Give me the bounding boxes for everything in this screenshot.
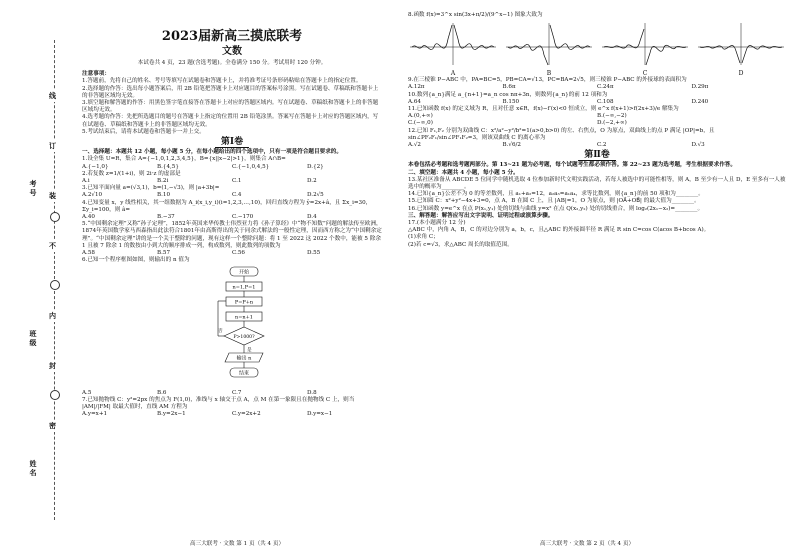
option: A.2√10	[82, 192, 103, 199]
seal-char: 线	[49, 91, 56, 100]
graph-option-d	[696, 21, 786, 78]
question-14: 14.已知{a_n}公差不为 0 的等差数列，且 a₁+a₂=12，a₂a₃=a₁a₄，求等比数列，则{a_n}的前 50 项和为________。	[408, 191, 704, 198]
option: B.10	[157, 192, 171, 199]
option: C.4	[232, 192, 242, 199]
program-flowchart	[214, 266, 274, 384]
option: B.(−∞,−2)	[597, 113, 627, 120]
option: C.108	[597, 98, 614, 105]
option: A.(0,+∞)	[408, 113, 433, 120]
part-header: 二、填空题：本题共 4 小题，每小题 5 分。	[408, 169, 519, 176]
graph-options-8	[408, 21, 786, 78]
question-17-body: △ABC 中，内角 A，B，C 的对边分别为 a，b，c，且△ABC 的外接圆半径 R 满足 R sin C=cos C(acos B+bcos A)。	[408, 227, 710, 234]
option: C.y=2x+2	[232, 411, 261, 418]
options-6	[82, 390, 382, 397]
question-2: 2.若复数 z=1/(1+i)，则 2i·z 的虚部是	[82, 170, 181, 177]
option: D.2√5	[307, 192, 324, 199]
option: D.29π	[691, 84, 709, 91]
notice-item: 3.填空题和解答题的作答：用黑色签字笔直接答在答题卡上对应的答题区域内。写在试题卷、草稿纸和答题卡上的非答题区域均无效。	[82, 100, 379, 114]
option: A.64	[408, 98, 421, 105]
seal-char: 装	[49, 191, 56, 200]
option: D.(−2,+∞)	[597, 120, 627, 127]
option: B.y=2x−1	[157, 411, 186, 418]
flow-increment-label: n=n+1	[234, 314, 254, 321]
flow-init-label: n=1,P=1	[232, 284, 256, 291]
notice-item: 1.答题前，先将自己的姓名、考号等填写在试题卷和答题卡上，并将准考证号条形码粘贴在答题卡上的指定位置。	[82, 78, 362, 85]
question-16: 16.已知函数 y=e^x 在点 P(x₁,y₁) 处的切线与曲线 y=x² 在点 Q(x₂,y₂) 处的切线重合，则 log₂(2x₁−x₂)=________。	[408, 205, 704, 212]
flow-condition-label: P>1000?	[233, 335, 255, 341]
question-8: 8.函数 f(x)=3^x sin(3x+π/2)/(9^x−1) 图象大致为	[408, 12, 543, 18]
option: D.240	[691, 98, 709, 105]
section-title	[408, 152, 786, 159]
section-title-text: 第Ⅱ卷	[578, 150, 616, 161]
graph-label: C	[642, 70, 648, 78]
flow-start-label: 开始	[238, 269, 250, 276]
option: A.√2	[408, 142, 421, 149]
question-6: 6.已知一个程序框图如图，则输出的 n 值为	[82, 257, 190, 264]
class-label: 班级	[29, 330, 38, 348]
options-3	[82, 192, 382, 199]
option: C.{−1,0,4,5}	[232, 163, 270, 170]
notice-item: 5.考试结束后，请将本试题卷和答题卡一并上交。	[82, 128, 205, 135]
part-header: 一、选择题：本题共 12 小题，每小题 5 分，在每小题给出的四个选项中，只有一项是符合题目要求的。	[82, 149, 342, 156]
question-5: 5.“中国剩余定理”又称“孙子定理”，1852年英国来华传教士伟烈亚力将《孙子算经》中“物不知数”问题的解法传至欧洲，1874年英国数学家马西森指出此法符合1801年由高斯得出的关于同余式解法的一般性定理，因而西方称之为“中国剩余定理”。“中国剩余定理”讲的是一个关于整除的问题，现有这样一个整除问题：将 1 至 2022 这 2022 个数中，能被 5 除余 1 且被 7 除余 1 的数按由小到大的顺序排成一列，构成数列，则此数列的项数为	[82, 221, 382, 249]
graph-c-plot	[600, 21, 690, 67]
options-9	[408, 84, 786, 91]
graph-b-plot	[504, 21, 594, 67]
option: D.8	[307, 389, 317, 396]
options-11b	[408, 120, 786, 127]
exam-number-label: 考号	[29, 180, 38, 198]
exam-meta: 本试卷共 4 页，23 题(含选考题)。全卷满分 150 分。考试用时 120 分钟。	[137, 60, 327, 66]
seal-circle	[50, 212, 60, 222]
notice-title: 注意事项：	[82, 71, 110, 78]
question-11: 11.已知函数 f(x) 的定义域为 R，且对任意 x∈R，f(x)−f′(x)<0 恒成立，则 e^x f(x+1)>f(2x+3)/e 解集为	[408, 106, 679, 113]
question-4: 4.已知变量 x，y 线性相关，其一组数据为 A_i(x_i,y_i)(i=1,2,3,…,10)，回归直线方程为 ŷ=2x+â，且 Σx_i=30，Σy_i=100，则 â=	[82, 199, 372, 213]
left-page	[82, 12, 382, 419]
seal-char: 不	[49, 241, 56, 250]
option: C.−170	[232, 214, 254, 221]
exam-subject: 文数	[222, 46, 242, 57]
part-header: 三、解答题：解答应写出文字说明、证明过程或演算步骤。	[408, 212, 554, 219]
seal-circle	[50, 280, 60, 290]
option: B.6	[157, 389, 167, 396]
option: A.{−1,0}	[82, 163, 109, 170]
option: B.2i	[157, 178, 169, 185]
option: C.(−∞,0)	[408, 120, 433, 127]
seal-circle	[50, 390, 60, 400]
section-title	[82, 139, 382, 146]
seal-char: 内	[49, 311, 56, 320]
options-12	[408, 142, 786, 149]
option: C.24π	[597, 84, 614, 91]
notice-item: 2.选择题的作答：选出每小题答案后，用 2B 铅笔把答题卡上对应题目的答案标号涂黑。写在试题卷、草稿纸和答题卡上的非答题区域均无效。	[82, 85, 379, 99]
graph-label: B	[546, 70, 552, 78]
option: B.{4,5}	[157, 163, 179, 170]
flow-no-label: 否	[218, 329, 223, 335]
option: D.√3	[691, 142, 705, 149]
question-15: 15.已知圆 C：x²+y²−4x+3=0，点 A，B 在圆 C 上，且 |AB|=1，O 为原点，则 |OA⃗+OB⃗| 的最大值为________。	[408, 198, 700, 205]
question-12: 12.已知 F₁,F₂ 分别为双曲线 C：x²/a²−y²/b²=1(a>0,b>0) 的左、右焦点，O 为原点，双曲线上的点 P 满足 |OP|=b，且 sin∠PF₂F₁/sin∠PF₁F₂=3，则该双曲线 C 的离心率为	[408, 127, 715, 141]
graph-option-a	[408, 21, 498, 78]
name-label: 姓名	[29, 460, 38, 478]
notice-item: 4.选考题的作答：先把所选题目的题号在答题卡上指定的位置用 2B 铅笔涂黑。答案写在答题卡上对应的答题区域内，写在试题卷、草稿纸和答题卡上的非答题区域均无效。	[82, 114, 379, 128]
option: A.40	[82, 214, 95, 221]
options-7	[82, 411, 382, 418]
option: A.12π	[408, 84, 425, 91]
graph-a-plot	[408, 21, 498, 67]
question-17-part1: (1)求角 C；	[408, 234, 439, 241]
question-9: 9.在三棱锥 P−ABC 中，PA=BC=5，PB=CA=√13，PC=BA=2√5，则三棱锥 P−ABC 的外接球的表面积为	[408, 77, 687, 84]
graph-d-plot	[696, 21, 786, 67]
seal-char: 封	[49, 361, 56, 370]
flow-output-label: 输出 n	[236, 355, 252, 362]
section-title-text: 第Ⅰ卷	[215, 137, 249, 148]
option: B.6π	[502, 84, 516, 91]
option: D.y=x−1	[307, 411, 333, 418]
option: C.7	[232, 389, 242, 396]
option: B.150	[502, 98, 520, 105]
graph-label: D	[738, 70, 744, 78]
question-13: 13.某社区准备从 ABCDE 5 位同学中随机选取 4 位参加新时代文明实践活动，若每人被选中的可能性相等，则 A，B 至少有一人且 D，E 至多有一人被选中的概率为________。	[408, 176, 786, 191]
option: B.√6/2	[502, 142, 521, 149]
binding-margin	[6, 40, 76, 520]
option: D.55	[307, 250, 321, 257]
question-1: 1.设全集 U=R，集合 A={−1,0,1,2,3,4,5}，B={x||x−2|>1}，则集合 A∩B=	[82, 156, 286, 163]
options-10	[408, 99, 786, 106]
seal-char: 订	[49, 141, 56, 150]
options-1	[82, 164, 382, 171]
option: D.4	[307, 214, 317, 221]
question-17: 17.(本小题满分 12 分)	[408, 220, 466, 227]
option: C.56	[232, 250, 245, 257]
option: C.1	[232, 178, 242, 185]
option: B.57	[157, 250, 171, 257]
flow-end-label: 结束	[238, 370, 250, 377]
flow-yes-label: 是	[247, 348, 252, 354]
part2-note: 本卷包括必考题和选考题两部分。第 13~21 题为必考题，每个试题考生都必须作答。第 22~23 题为选考题，考生根据要求作答。	[408, 162, 736, 169]
graph-option-b	[504, 21, 594, 78]
option: A.y=x+1	[82, 411, 108, 418]
exam-title: 2023届新高三摸底联考	[161, 29, 303, 44]
option: B.−37	[157, 214, 175, 221]
option: D.{2}	[307, 163, 324, 170]
question-7: 7.已知抛物线 C：y²=2px 的焦点为 F(1,0)，准线与 x 轴交于点 A，点 M 在第一象限且在抛物线 C 上，则当 |AM|/|FM| 取最大值时，直线 AM 方程为	[82, 396, 355, 411]
graph-label: A	[450, 70, 456, 78]
page-footer-right: 高三大联考 · 文数 第 2 页（共 4 页）	[540, 541, 635, 547]
option: A.i	[82, 178, 90, 185]
page-footer-left: 高三大联考 · 文数 第 1 页（共 4 页）	[190, 541, 285, 547]
option: A.58	[82, 250, 95, 257]
option: D.2	[307, 178, 317, 185]
right-page	[408, 12, 786, 249]
question-3: 3.已知平面向量 a=(√3,1)，b=(1,−√3)，则 |a+3b|=	[82, 185, 220, 192]
option: C.2	[597, 142, 607, 149]
option: A.5	[82, 389, 92, 396]
question-17-part2: (2)若 c=√3，求△ABC 周长的取值范围。	[408, 241, 513, 248]
flow-accumulate-label: P=P+n	[234, 299, 254, 306]
graph-option-c	[600, 21, 690, 78]
seal-char: 密	[49, 421, 56, 430]
question-10: 10.数列{a_n}满足 a_{n+1}=a_n cos nπ+3n，则数列{a_n}的前 12 项和为	[408, 91, 608, 98]
